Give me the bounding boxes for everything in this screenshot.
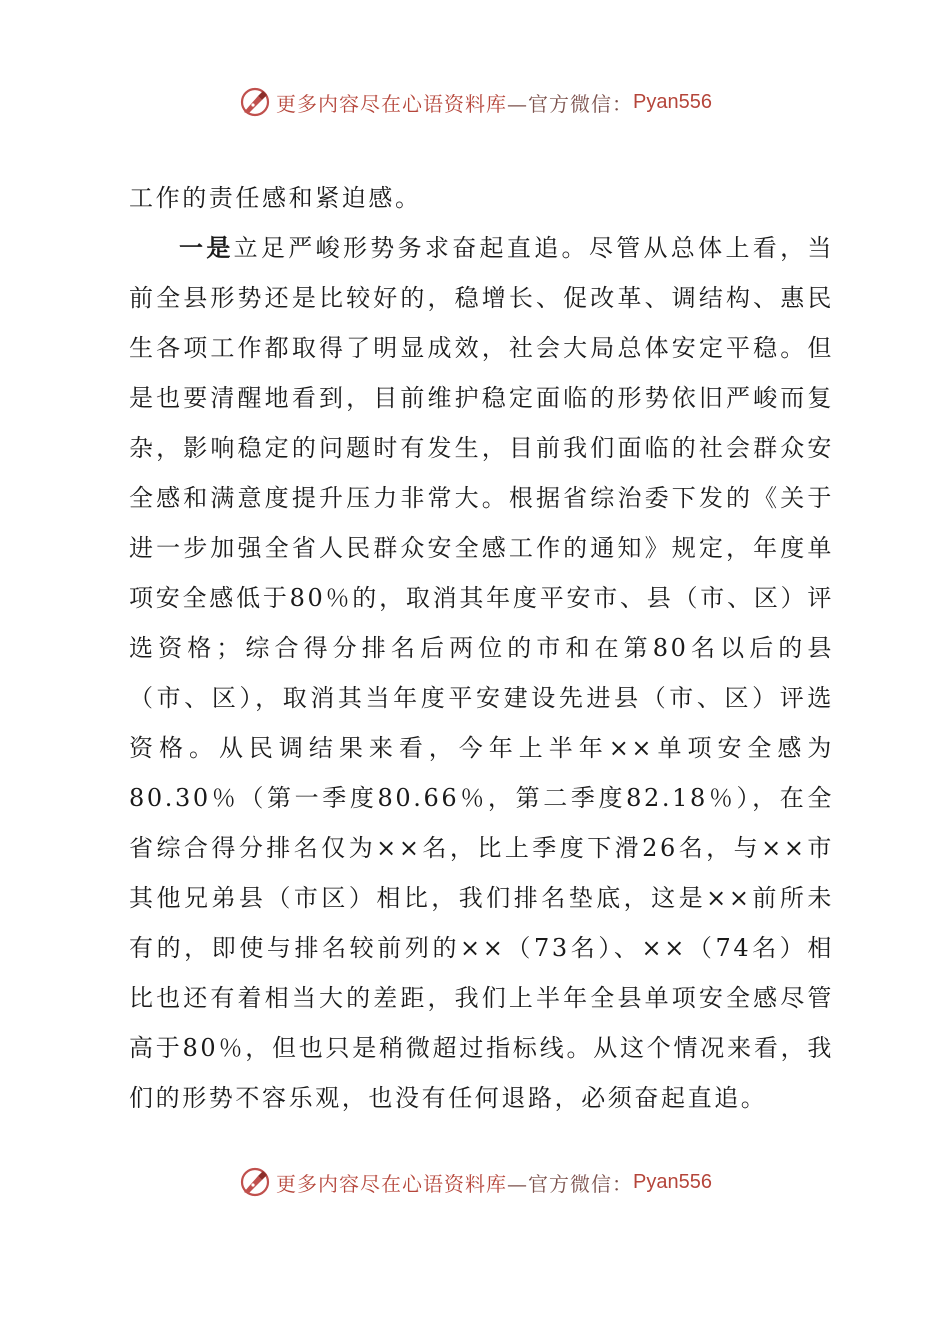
wechat-id: Pyan556 [633, 90, 712, 113]
brand-text: 更多内容尽在心语资料库 [276, 1171, 508, 1196]
document-body [129, 173, 834, 1123]
fountain-pen-nib-logo-icon [238, 1165, 272, 1199]
official-wechat-label: —官方微信： [507, 91, 634, 116]
brand-text: 更多内容尽在心语资料库 [276, 91, 508, 116]
paragraph-point-one [129, 223, 834, 1123]
official-wechat-label: —官方微信： [507, 1171, 634, 1196]
bold-lead-in: 一是 [179, 233, 234, 262]
continuation-paragraph: 工作的责任感和紧迫感。 [129, 184, 422, 212]
header-banner [0, 82, 950, 122]
paragraph-text: 立足严峻形势务求奋起直追。尽管从总体上看，当前全县形势还是比较好的，稳增长、促改革、调结构、惠民生各项工作都取得了明显成效，社会大局总体安定平稳。但是也要清醒地看到，目前维护稳定面临的形势依旧严峻而复杂，影响稳定的问题时有发生，目前我们面临的社会群众安全感和满意度提升压力非常大。根据省综治委下发的《关于进一步加强全省人民群众安全感工作的通知》规定，年度单项安全感低于80％的，取消其年度平安市、县（市、区）评选资格；综合得分排名后两位的市和在第80名以后的县（市、区），取消其当年度平安建设先进县（市、区）评选资格。从民调结果来看，今年上半年××单项安全感为80.30％（第一季度80.66％，第二季度82.18％），在全省综合得分排名仅为××名，比上季度下滑26名，与××市其他兄弟县（市区）相比，我们排名垫底，这是××前所未有的，即使与排名较前列的××（73名）、××（74名）相比也还有着相当大的差距，我们上半年全县单项安全感尽管高于80％，但也只是稍微超过指标线。从这个情况来看，我们的形势不容乐观，也没有任何退路，必须奋起直追。 [129, 234, 835, 1112]
footer-banner [0, 1162, 950, 1202]
fountain-pen-nib-logo-icon [238, 85, 272, 119]
wechat-id: Pyan556 [633, 1170, 712, 1193]
